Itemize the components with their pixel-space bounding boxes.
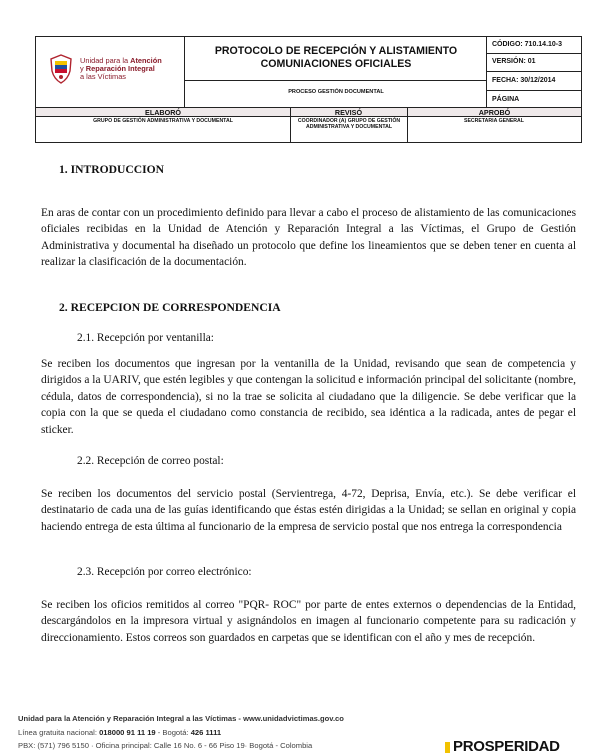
document-page: PÁGINA [492, 96, 520, 103]
signer-aprobo: SECRETARIA GENERAL [464, 118, 524, 124]
signer-elaboro: GRUPO DE GESTIÓN ADMINISTRATIVA Y DOCUMENTAL [93, 118, 233, 124]
meta-divider [487, 71, 582, 72]
role-aprobo: APROBÓ [478, 108, 511, 117]
section-2-3-heading: 2.3. Recepción por correo electrónico: [77, 566, 252, 578]
section-1-paragraph: En aras de contar con un procedimiento definido para llevar a cabo el proceso de alistamiento de las comunicaciones oficiales recibidas en la Unidad de Atención y Reparación Integral a las Víctimas, el Grupo de Gestión Administrativa y documental ha diseñado un protocolo que define los lineamientos que se deben tener en cuenta al realizar la clasificación de la documentación. [41, 207, 576, 269]
footer-toll-free-number: 018000 91 11 19 [99, 728, 156, 737]
footer-phone-label: Línea gratuita nacional: [18, 728, 100, 737]
section-2-1-paragraph: Se reciben los documentos que ingresan por la ventanilla de la Unidad, revisando que sean de competencia y dirigidos a la UARIV, que estén legibles y que contengan la solicitud e información principal del solicitante (nombre, cédula, datos de correspondencia), si no la trae se solicita al ciudadano que la diligencie. Se debe verificar que la copia con la que se queda el ciudadano como constancia de recibido, sea idéntica a la radicada, antes de pegar el sticker. [41, 358, 576, 436]
document-header-table [35, 36, 582, 143]
document-code: CÓDIGO: 710.14.10-3 [492, 41, 563, 48]
roles-row [36, 108, 582, 117]
role-elaboro: ELABORÓ [145, 108, 181, 117]
document-version: VERSIÓN: 01 [492, 58, 536, 65]
section-2-3-paragraph: Se reciben los oficios remitidos al correo "PQR- ROC" por parte de entes externos o dependencias de la Entidad, descargándolos en la impresora virtual y asignándolos en imagen al funcionario competente para su radicación y direccionamiento. Estos correos son guardados en carpetas que se identifican con el año y mes de recepción. [41, 599, 576, 644]
colombia-seal-icon [49, 54, 73, 84]
logo-line3: a las Víctimas [80, 72, 127, 81]
column-divider [407, 108, 408, 143]
logo-cell [36, 37, 185, 108]
logo-line1-bold: Atención [130, 56, 162, 65]
title-cell [185, 37, 487, 108]
brand-flag-icon [445, 742, 450, 753]
role-reviso: REVISÓ [334, 108, 363, 117]
footer-address-line: PBX: (571) 796 5150 · Oficina principal: Calle 16 No. 6 - 66 Piso 19· Bogotá - Colombia [18, 741, 313, 750]
meta-divider [487, 53, 582, 54]
meta-cell [487, 37, 582, 108]
signer-reviso: COORDINADOR (A) GRUPO DE GESTIÓN ADMINISTRATIVA Y DOCUMENTAL [297, 118, 401, 131]
meta-divider [487, 90, 582, 91]
column-divider [290, 108, 291, 143]
footer-phone-line [18, 728, 221, 737]
entity-logo-text [80, 57, 162, 81]
section-2-2-heading: 2.2. Recepción de correo postal: [77, 455, 224, 467]
footer-entity-line: Unidad para la Atención y Reparación Integral a las Víctimas - www.unidadvictimas.gov.co [18, 714, 344, 723]
section-2-2-paragraph: Se reciben los documentos del servicio postal (Servientrega, 4-72, Deprisa, Envía, etc.). Se debe verificar el destinatario de cada una de las guías identificando que éstas estén dirigidas a la Unidad; se sellan en original y copia haciendo entrega de esta última al funcionario de la empresa de servicio postal que nos entrega la correspondencia [41, 488, 576, 533]
document-date: FECHA: 30/12/2014 [492, 77, 556, 84]
footer-bogota-label: - Bogotá: [155, 728, 191, 737]
title-divider [185, 80, 487, 81]
logo-line2-bold: Reparación Integral [85, 64, 155, 73]
section-2-1-heading: 2.1. Recepción por ventanilla: [77, 332, 214, 344]
footer-bogota-number: 426 1111 [190, 728, 222, 737]
document-title: PROTOCOLO DE RECEPCIÓN Y ALISTAMIENTO COMUNIACIONES OFICIALES [214, 45, 458, 70]
section-1-heading: 1. INTRODUCCION [59, 163, 164, 176]
prosperidad-brand: PROSPERIDAD [453, 738, 560, 753]
section-2-heading: 2. RECEPCION DE CORRESPONDENCIA [59, 301, 281, 314]
logo-line2-prefix: y [80, 64, 86, 73]
logo-line1: Unidad para la [80, 56, 131, 65]
process-name: PROCESO GESTIÓN DOCUMENTAL [288, 89, 384, 95]
